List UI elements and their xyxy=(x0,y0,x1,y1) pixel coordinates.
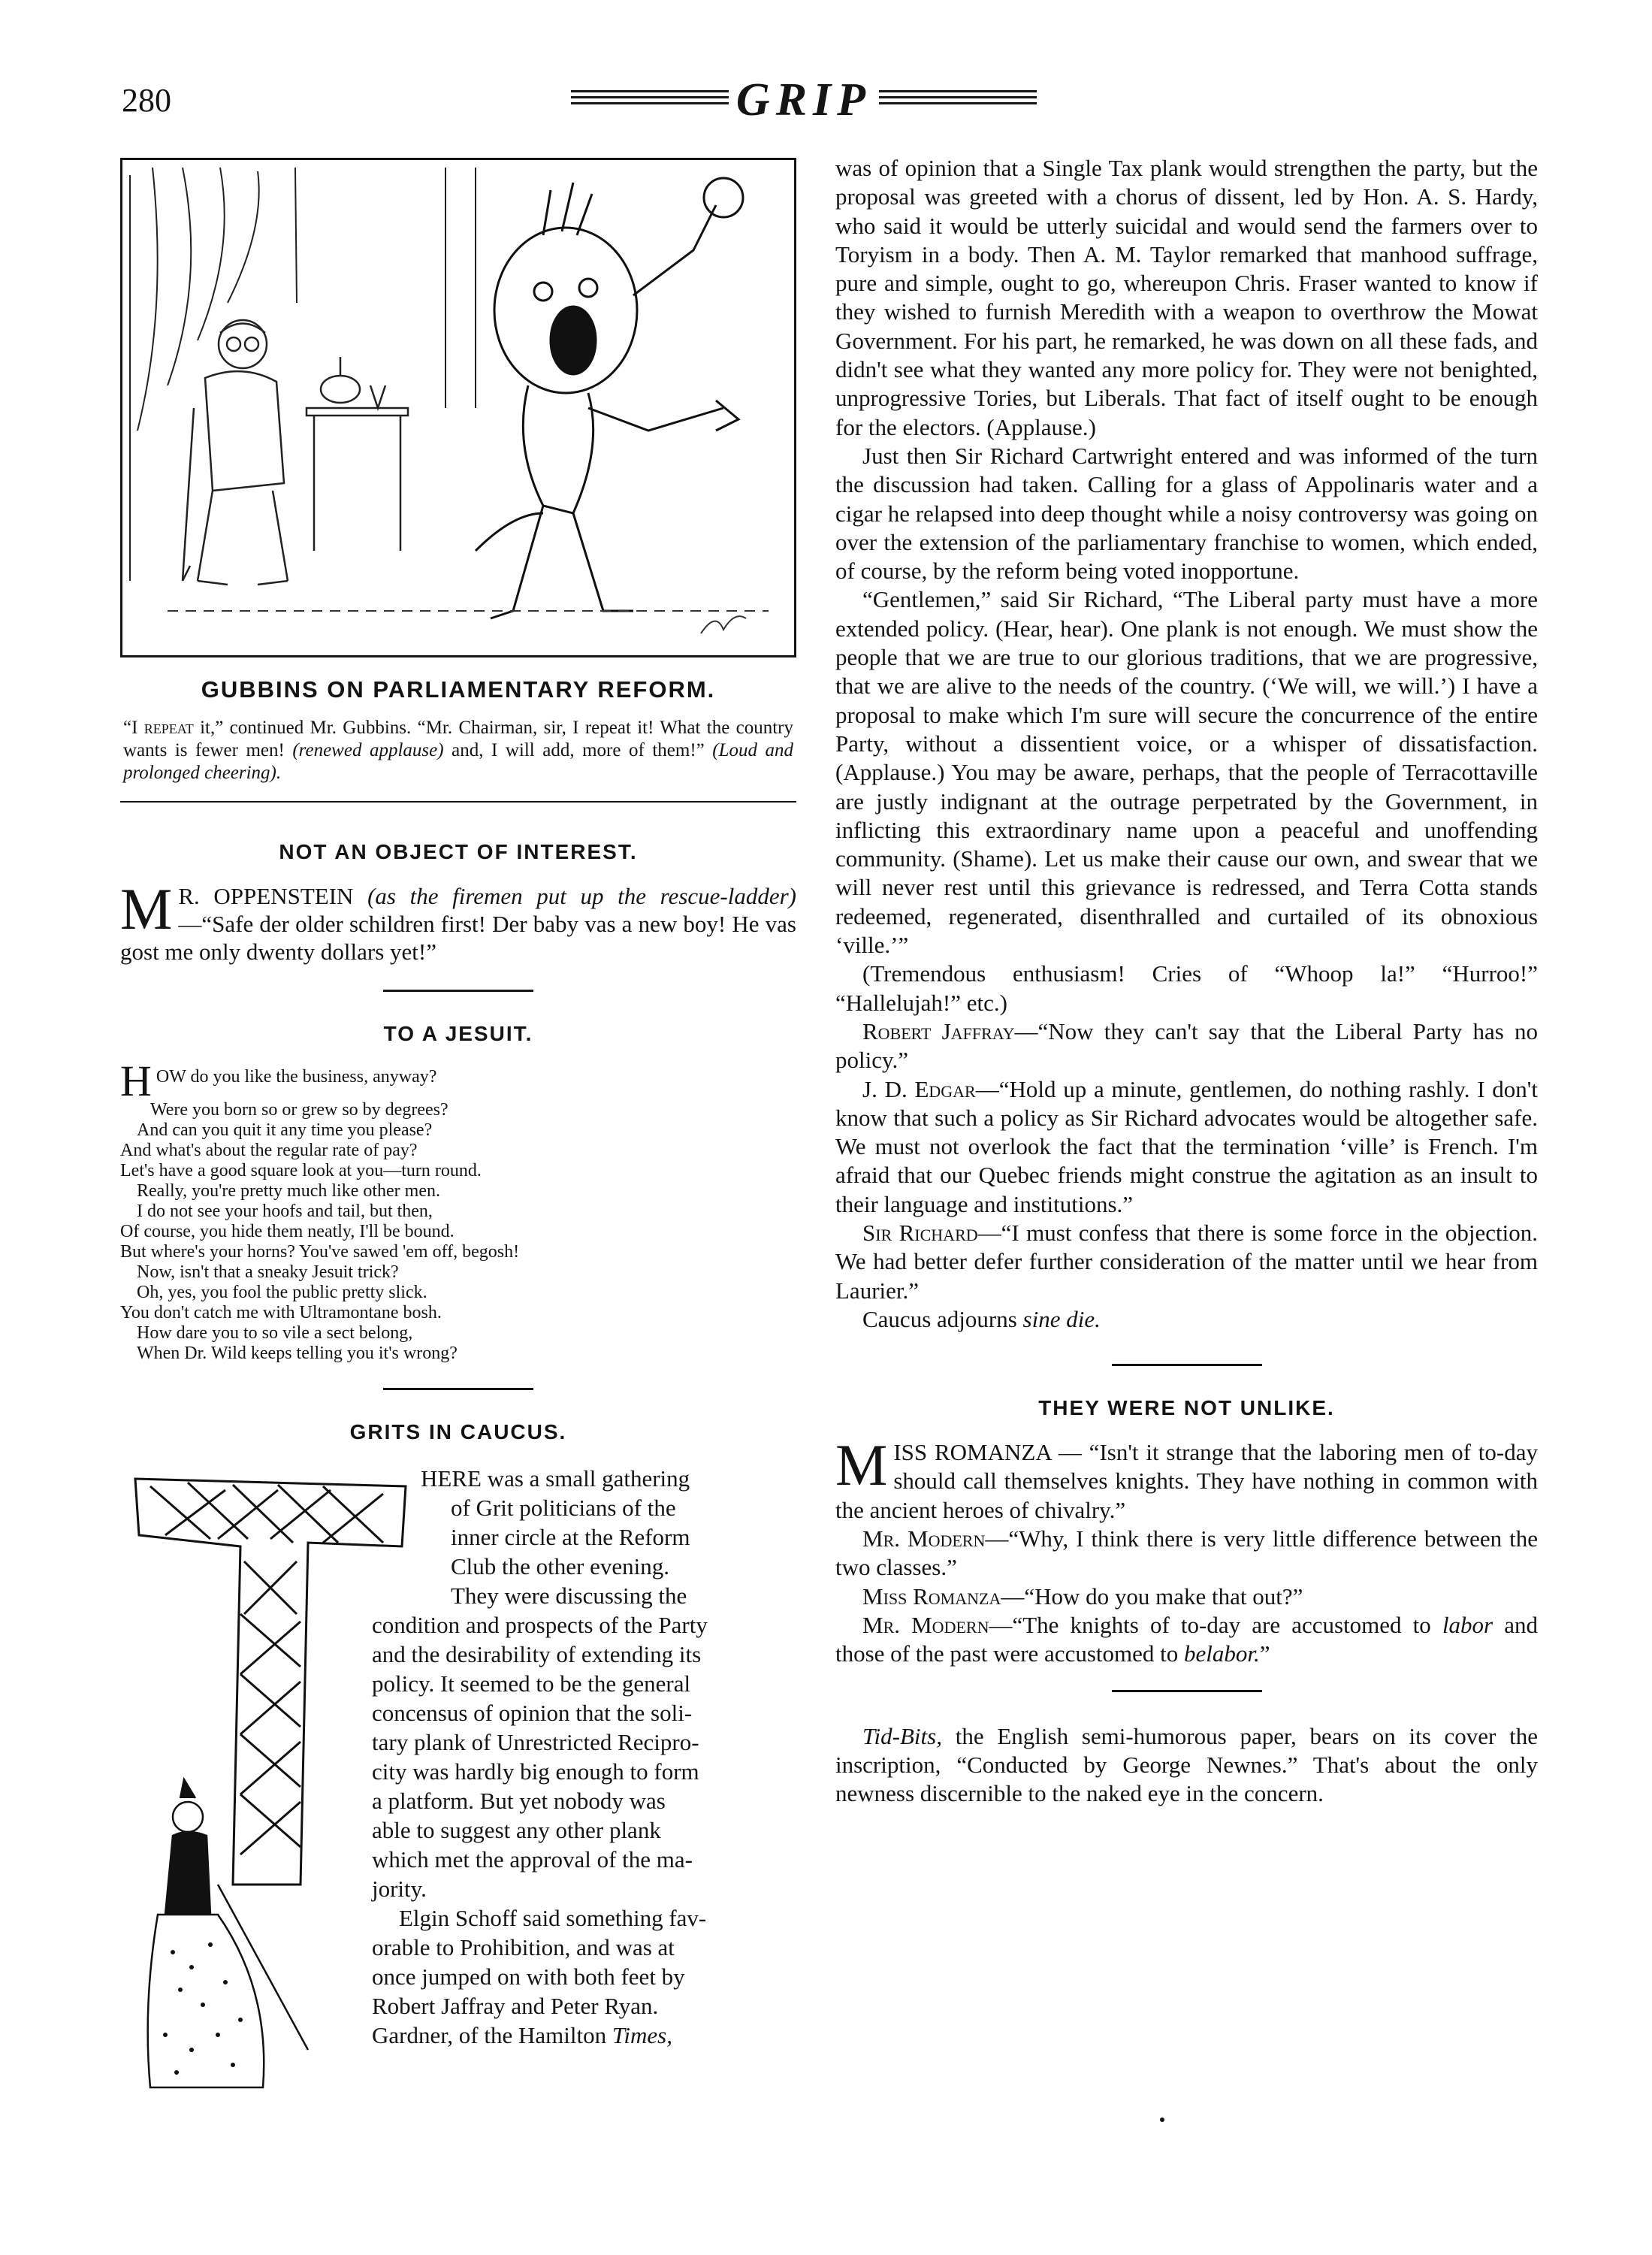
poem-line: And can you quit it any time you please? xyxy=(137,1120,433,1140)
grits-line: orable to Prohibition, and was at xyxy=(372,1934,675,1960)
grits-p1: was of opinion that a Single Tax plank would strengthen the party, but the proposal was greeted with a chorus of dissent, led by Hon. A. S. Hardy, who said it would be utterly suicidal and would send the farmers over to Toryism in a body. Then A. M. Taylor remarked that manhood suffrage, pure and simple, ought to go, whereupon Chris. Fraser wanted to know if they wished to furnish Meredith with a weapon to overthrow the Mowat Government. For his part, he remarked, he was down on all these fads, and didn't see what they wanted any more policy for. They were not benighted, unprogressive Tories, but Liberals. That fact of itself ought to be enough for the electors. (Applause.) xyxy=(835,155,1538,440)
speaker-name: Sir Richard xyxy=(862,1219,978,1246)
caption-repeat: repeat xyxy=(143,718,194,738)
cartoon-illustration xyxy=(120,158,796,657)
ornament-dot xyxy=(1160,2117,1164,2122)
section-divider-short xyxy=(1112,1690,1262,1692)
section-title-jesuit: TO A JESUIT. xyxy=(383,1022,533,1045)
grits-line: of Grit politicians of the xyxy=(451,1495,676,1521)
poem-line: And what's about the regular rate of pay? xyxy=(120,1141,418,1160)
grits-line: able to suggest any other plank xyxy=(372,1817,661,1843)
right-column xyxy=(835,154,1538,1808)
not-an-object-lead: R. OPPENSTEIN xyxy=(178,883,368,909)
section-divider-short xyxy=(383,990,533,992)
poem-line-1: OW do you like the business, anyway? xyxy=(156,1067,437,1087)
poem-line: You don't catch me with Ultramontane bosh. xyxy=(120,1303,442,1322)
caption-part-a: “I xyxy=(123,718,144,738)
speaker-name: Robert Jaffray xyxy=(862,1017,1015,1044)
poem-line: When Dr. Wild keeps telling you it's wrong? xyxy=(137,1344,458,1363)
tid-bits-body: the English semi-humorous paper, bears on its cover the inscription, “Conducted by George Newnes.” That's about the only newness discernible to the naked eye in the concern. xyxy=(835,1722,1538,1807)
grits-line: policy. It seemed to be the general xyxy=(372,1670,691,1697)
not-unlike-p4 xyxy=(835,1611,1538,1669)
not-unlike-p1 xyxy=(835,1432,1538,1525)
poem-line: Let's have a good square look at you—turn round. xyxy=(120,1161,482,1180)
poem-line: But where's your horns? You've sawed 'em off, begosh! xyxy=(120,1242,520,1262)
cartoon-caption xyxy=(120,717,796,784)
times-name: Times, xyxy=(612,2022,672,2048)
speech-text: —“How do you make that out?” xyxy=(1001,1582,1303,1610)
dropcap-m2: M xyxy=(835,1432,888,1498)
speaker-name: Miss Romanza xyxy=(862,1582,1001,1610)
caption-part-d: and, I will add, more of them!” xyxy=(443,740,713,760)
dropcap-m: M xyxy=(120,876,173,942)
poem-line: Of course, you hide them neatly, I'll be bound. xyxy=(120,1222,455,1241)
poem-line: Oh, yes, you fool the public pretty slick. xyxy=(137,1283,427,1302)
grits-line: and the desirability of extending its xyxy=(372,1641,702,1667)
grits-line: a platform. But yet nobody was xyxy=(372,1788,666,1814)
caption-part-c: (renewed applause) xyxy=(292,740,444,760)
page-number: 280 xyxy=(122,82,171,119)
speaker-name: Mr. Modern xyxy=(862,1525,986,1552)
cartoon-title: GUBBINS ON PARLIAMENTARY REFORM. xyxy=(201,676,716,703)
masthead-title: GRIP xyxy=(735,74,872,125)
grits-line: jority. xyxy=(372,1876,427,1902)
grits-body xyxy=(120,1464,796,2050)
poem-first-line xyxy=(120,1056,796,1105)
speaker-name: Mr. Modern xyxy=(862,1611,989,1638)
speaker-name: J. D. Edgar xyxy=(862,1075,976,1102)
grits-line: concensus of opinion that the soli- xyxy=(372,1700,693,1726)
tid-bits-name: Tid-Bits, xyxy=(862,1722,942,1749)
cartoon-drawing xyxy=(122,160,796,657)
poem-line: I do not see your hoofs and tail, but then, xyxy=(137,1202,433,1221)
section-divider-short xyxy=(1112,1364,1262,1366)
section-title-not-unlike: THEY WERE NOT UNLIKE. xyxy=(1038,1396,1335,1420)
poem-lines xyxy=(120,1100,796,1364)
grits-line: inner circle at the Reform xyxy=(451,1524,690,1550)
romanza-text: ISS ROMANZA — “Isn't it strange that the laboring men of to-day should call themselves knights. They have nothing in common with the ancient heroes of chivalry.” xyxy=(835,1439,1538,1523)
not-unlike-p3 xyxy=(835,1582,1538,1611)
grits-p5 xyxy=(835,1017,1538,1075)
grits-continued xyxy=(835,154,1538,1334)
grits-p4: (Tremendous enthusiasm! Cries of “Whoop la!” “Hurroo!” “Hallelujah!” etc.) xyxy=(835,960,1538,1016)
grits-line: tary plank of Unrestricted Recipro- xyxy=(372,1729,699,1755)
tid-bits-text xyxy=(835,1722,1538,1809)
section-title-not-an-object: NOT AN OBJECT OF INTEREST. xyxy=(279,840,638,863)
caucus-text: Caucus adjourns xyxy=(862,1305,1023,1332)
left-column xyxy=(120,158,796,2050)
tid-bits-paragraph xyxy=(835,1722,1538,1809)
caption-part-b: it,” continued Mr. Gubbins. “Mr. Chairman, sir, I repeat it! What the country wants is fewer men! xyxy=(123,718,794,760)
not-an-object-text: —“Safe der older schildren first! Der baby vas a new boy! He vas gost me only dwenty dollars yet!” xyxy=(120,911,796,965)
poem-line: Were you born so or grew so by degrees? xyxy=(150,1100,448,1120)
grits-p7 xyxy=(835,1219,1538,1305)
not-unlike-body xyxy=(835,1432,1539,1668)
masthead-rule-right xyxy=(879,90,1037,113)
caption-part-e: (Loud and prolonged cheering). xyxy=(123,740,794,783)
poem-line: Really, you're pretty much like other men. xyxy=(137,1181,440,1201)
grits-line: Robert Jaffray and Peter Ryan. xyxy=(372,1993,659,2019)
grits-line: Elgin Schoff said something fav- xyxy=(399,1905,707,1931)
closing-quote: ” xyxy=(1259,1640,1270,1667)
ornamental-t-illustration xyxy=(120,1464,421,2095)
labor-word: labor xyxy=(1442,1611,1493,1638)
sine-die: sine die. xyxy=(1022,1305,1101,1332)
speech-text: —“The knights of to-day are accustomed to xyxy=(989,1611,1442,1638)
grits-line: HERE was a small gathering xyxy=(421,1465,690,1492)
grits-p3: “Gentlemen,” said Sir Richard, “The Liberal party must have a more extended policy. (Hear, hear). One plank is not enough. We must show the people that we are true to our glorious traditions, that we are progressive, that we are alive to the needs of the country. (‘We will, we will.’) I have a proposal to make which I'm sure will secure the concurrence of the entire Party, without a dissentient voice, or a whisper of dissatisfaction. (Applause.) You may be aware, perhaps, that the people of Terracottaville are justly indignant at the outrage perpetrated by the Government, in inflicting this extraordinary name upon a peaceful and unoffending community. (Shame). Let us make their cause our own, and swear that we will never rest until this grievance is redressed, and Terra Cotta stands redeemed, regenerated, disenthralled and curtailed of its obnoxious ‘ville.’” xyxy=(835,586,1538,959)
grits-p2: Just then Sir Richard Cartwright entered and was informed of the turn the discussion had taken. Calling for a glass of Appolinaris water and a cigar he relapsed into deep thought while a noisy controversy was going on over the extension of the parliamentary franchise to women, which ended, of course, by the reform being voted inopportune. xyxy=(835,442,1538,585)
grits-line: They were discussing the xyxy=(451,1582,687,1609)
grits-line: once jumped on with both feet by xyxy=(372,1963,685,1990)
belabor-word: belabor. xyxy=(1184,1640,1260,1667)
speech-text: and those of the past were accustomed to xyxy=(835,1611,1539,1667)
jesuit-poem xyxy=(120,1056,796,1364)
grits-p8 xyxy=(835,1305,1538,1334)
grits-line: condition and prospects of the Party xyxy=(372,1612,708,1638)
speech-text: —“Now they can't say that the Liberal Party has no policy.” xyxy=(835,1017,1538,1074)
not-an-object-body xyxy=(120,876,796,966)
grits-line: which met the approval of the ma- xyxy=(372,1846,693,1873)
not-unlike-p2 xyxy=(835,1525,1538,1582)
grits-line: Gardner, of the Hamilton Times, xyxy=(372,2022,672,2048)
section-divider-short xyxy=(383,1388,533,1390)
grits-line: city was hardly big enough to form xyxy=(372,1758,699,1785)
speech-text: —“I must confess that there is some force in the objection. We had better defer further consideration of the matter until we hear from Laurier.” xyxy=(835,1219,1538,1304)
poem-line: Now, isn't that a sneaky Jesuit trick? xyxy=(137,1262,399,1282)
speech-text: —“Hold up a minute, gentlemen, do nothing rashly. I don't know that such a policy as Sir Richard advocates would be altogether safe. We must not overlook the fact that the termination ‘ville’ is French. I'm afraid that our Quebec friends might construe the agitation as an insult to their language and institutions.” xyxy=(835,1075,1538,1217)
dropcap-h: H xyxy=(120,1056,152,1105)
grits-line: Club the other evening. xyxy=(451,1553,669,1579)
section-title-grits: GRITS IN CAUCUS. xyxy=(349,1420,567,1443)
section-divider xyxy=(120,801,796,803)
speech-text: —“Why, I think there is very little difference between the two classes.” xyxy=(835,1525,1538,1581)
not-an-object-stage: (as the firemen put up the rescue-ladder) xyxy=(367,883,796,909)
masthead xyxy=(556,74,1052,126)
poem-line: How dare you to so vile a sect belong, xyxy=(137,1323,413,1343)
grits-p6 xyxy=(835,1075,1538,1219)
